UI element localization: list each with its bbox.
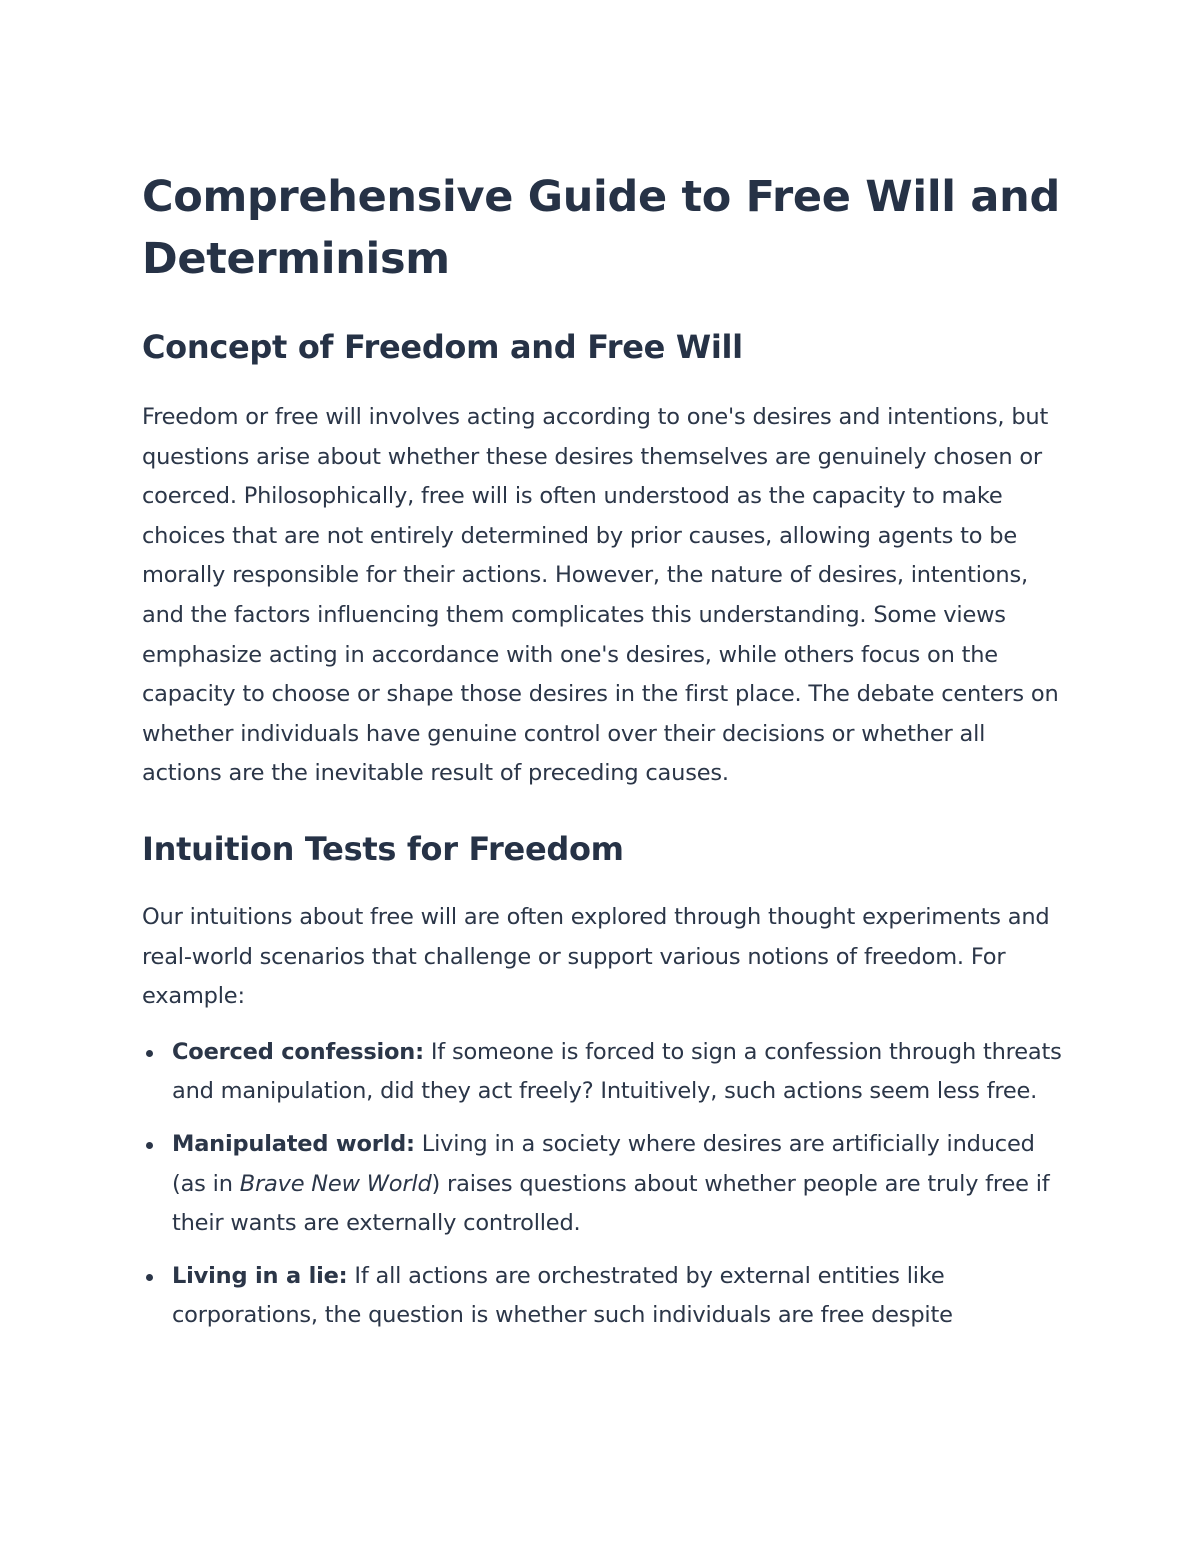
section-paragraph-freedom: Freedom or free will involves acting according to one's desires and intentions, but questions arise about whether these desires themselves are genuinely chosen or coerced. Philosophically, free will is often understood as the capacity to make choices that are not entirely determined by prior causes, allowing agents to be morally responsible for their actions. However, the nature of desires, intentions, and the factors influencing them complicates this understanding. Some views emphasize acting in accordance with one's desires, while others focus on the capacity to choose or shape those desires in the first place. The debate centers on whether individuals have genuine control over their decisions or whether all actions are the inevitable result of preceding causes. [142,404,1059,787]
list-item-term: Manipulated world: [172,1130,415,1157]
list-item-term: Coerced confession: [172,1038,424,1065]
list-item-coerced-confession [142,1033,1067,1112]
bullet-icon [146,1142,153,1149]
list-item-manipulated-world [142,1125,1067,1244]
list-item-text: ) raises questions about whether people are truly free if their wants are externally controlled. [172,1170,1050,1237]
section-heading-freedom: Concept of Freedom and Free Will [142,328,743,366]
list-item-text: If all actions are orchestrated by external entities like corporations, the question is whether such individuals are free despite [172,1262,953,1329]
list-item-term: Living in a lie: [172,1262,348,1289]
bullet-icon [146,1274,153,1281]
page-title: Comprehensive Guide to Free Will and Determinism [142,172,1060,284]
intuition-list [142,1033,1067,1336]
document-page [142,166,1067,1349]
list-item-text: If someone is forced to sign a confession through threats and manipulation, did they act freely? Intuitively, such actions seem less free. [172,1038,1062,1105]
section-paragraph-intuition: Our intuitions about free will are often explored through thought experiments and real-world scenarios that challenge or support various notions of freedom. For example: [142,903,1050,1010]
section-heading-intuition: Intuition Tests for Freedom [142,829,624,868]
book-title: Brave New World [239,1170,432,1197]
list-item-text: Living in a society where desires are artificially induced (as in [172,1130,1035,1197]
list-item-living-in-a-lie [142,1257,1067,1336]
bullet-icon [146,1050,153,1057]
